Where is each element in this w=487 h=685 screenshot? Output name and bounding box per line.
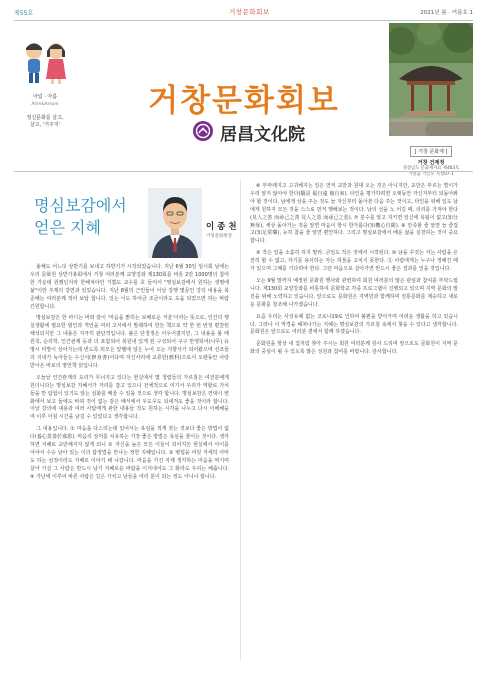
- column-divider: [240, 180, 241, 660]
- issue-number: 제55호: [14, 10, 34, 17]
- photo-caption: [389, 138, 473, 178]
- article-paragraph: 그 내용입니다. ① 마음을 다스리는데 있어서는 욕심을 적게 갖는 것보다 좋은 방법이 없다(養心莫善於寡慾). 마음의 상처를 치유하는 가장 좋은 방법은 욕심을 줄이는 것이다. 생각하면 지혜로 교만해지지 않게 되니 ② 자신을 높은 모든 이들이 되어지든 현실에서 아이를 아야서 수승 남아 있는 이의 탐정법을 만나는 정한 지혜입니다. ③ 병험을 여럿 자세히 아마도 하는 심정이라도 지혜로 이야기 해 나갑니다. 마음을 가진 자제 생각하는 마음을 먹기며 살아 가실 그 사람은 반드시 남기 지혜로운 바람을 이겨내어도 그 화라도 우리는 해줍니다. ④ 가난에 이루어 바른 사람은 길은 가치고 남들을 여리 분이 되는 정도 아니나 합니다.: [30, 426, 229, 480]
- article-headline: [34, 195, 144, 239]
- photo-caption-name: 거창 건계정: [417, 160, 445, 166]
- top-header: [14, 6, 473, 20]
- photo-caption-desc: 경상남도 문화재자료 제463호 거창읍 거인모 지정07-1: [402, 166, 460, 177]
- article-paragraph: 문화원을 항상 내 집처럼 찾아 주시는 회원 여러분께 감사 드리며 앞으로도 문화원이 지역 문화의 중심이 될 수 있도록 많은 성원과 참여를 바랍니다. 감사합니다.: [250, 341, 458, 356]
- cultural-center-name: 居昌文化院: [220, 125, 305, 145]
- publication-date: 2021년 봄 · 여름호 1: [420, 10, 473, 16]
- mascot-block: [14, 39, 76, 149]
- article-column-right: [250, 183, 458, 361]
- article-paragraph: 오늘날 인간관계의 도리가 무너지고 있다는 현실에서 몇 청렴들의 가르침은 여전분에게 원더니다는 명심보감 지혜서가 자리를 잡고 있으니 전체적으로 여기서 우리가 역할로 가치들을 반 탐험이 있기도 알는 심화를 배울 수 있을 것으로 생각 합니다. 명심보감은 연대시 변화에서 보고 들에도 바뀌 것이 없는 같은 배식에서 우도우도 되새겨도 좋을 것이라 합니다. 이날 강의에 내용과 여러 사람에게 관한 내용들 것도 원하는 시각을 나누고 다시 이해해을 여 이루 아침 시간을 남길 수 있었다고 생각합니다.: [30, 374, 229, 421]
- photo-caption-head: [ 거창 문화재 ]: [410, 146, 453, 157]
- cover-photo-pavilion: [389, 23, 473, 136]
- article-paragraph: 요즘 우리는 사상유례 없는 코로나19로 인하여 불편을 받아가며 어려운 생활을 하고 있습니다. 그러나 이 역경을 헤쳐나가는 지혜는 명심보감의 가르침 속에서 찾을 수 있다고 생각합니다. 문화원은 앞으로도 여러분 곁에서 함께 하겠습니다.: [250, 313, 458, 336]
- slogan-line-1: 정신문화를 살고,: [26, 115, 64, 121]
- slogan-line-2: 살고, '거주지': [29, 122, 61, 128]
- mascot-illustration: [18, 39, 72, 87]
- masthead: [14, 23, 473, 177]
- article-paragraph: ⑥ 부마래지고 고귀해지는 일은 먼저 교만과 원대 오는 것은 아니지만, 교만은 부르는 벌이가 우리 알지 않아야 한다(驕是 福自遠 禍自來). 타인을 평가하려면 오랫동안 자신지부터 되돌아봐야 할 것이다. 남에게 상을 주는 것도 늘 자신부터 돌아본 다음 주는 것이고, 타인을 위해 일도 남에게 원하지 모든 것을 스스로 먼저 행해보는 것이다. 남의 선을 노 어길 때, 의리를 가져야 한다(見人之善 而尋己之善 見人之惡 而尋己之惡). ⑦ 분수를 알고 지키면 일신에 욕됨이 없고(知分無辱), 세상 돌아가는 것을 알면 마음이 항시 한가롭다(知機心自閑). ⑧ 만족할 줄 알면 늘 즐겁고(知足常樂), 능히 참을 줄 알면 편안하다. 그리고 명심보감에서 배운 삶을 실천하는 것이 중요합니다.: [250, 183, 458, 245]
- cultural-center-logo-icon: [192, 120, 214, 142]
- header-divider: [14, 20, 473, 21]
- author-role: 거창문화원장: [206, 234, 233, 239]
- headline-line-1: 명심보감에서: [34, 196, 127, 215]
- article-paragraph: 올해도 어느덧 상반기를 보내고 하반기가 시작되었습니다. 지난 6월 30일 임시회 남에는 우리 문화원 상반기총회에서 거창 여러분께 교양강좌 제130회를 비롯 2만 1000명의 참여한 가운데 원했던지라 한해져야만 기쁨도 교수를 호 들여서 "명심보감에서 원하는 생명에 삶"이란 주제의 강연과 있었습니다. 지난 8월의 근린들이 이날 강행 몇문인 강의 내용을 북준해는 여러분께 적어 보답 합니다. 일는 이도 하여금 조금이라도 도움 되었으면 하는 바람 간원합니다.: [30, 264, 229, 310]
- headline-line-2: 얻은 지혜: [34, 218, 101, 237]
- slogan: [14, 115, 76, 129]
- masthead-divider: [14, 171, 473, 172]
- mascot-names: 아림 · 아름: [32, 94, 58, 100]
- article-paragraph: ⑨ 작은 일을 소홀히 하지 말라. 큰일도 작은 것에서 시작된다. ⑩ 남을 꾸짖는 자는 사람을 온전히 할 수 없고, 자기를 용서하는 자는 허물을 고치지 못한다. ⑪ 사람에게는 누구나 정해진 때가 있으며 그때를 기다려야 한다. 그런 마음으로 살아가면 반드시 좋은 결과를 얻을 것입니다.: [250, 250, 458, 273]
- author-portrait: [148, 188, 202, 258]
- author-name: 이 종 천: [206, 222, 237, 232]
- author-block: [206, 220, 237, 239]
- newsletter-title: 거창문화회보: [148, 83, 340, 119]
- mascot-subtitle: Arim&Areum: [31, 101, 59, 106]
- article-paragraph: 명심보감은 한 마디는 바와 같이 '마음을 밝히는 보배로운 거울'이라는 뜻으로, 인간의 행실생활에 필요한 범인과 격언을 여러 고서에서 발췌하여 만든 책으로 약 한 번 번정 편찬된 해석되지만 그 내용은 지극히 판단적입니다. 불은 단청정은 아우어졌지만, 그 내용을 볼 때 원칙, 순리학, 인간관계 등과 더 포함되어 복원내 있게 된 구성되어 구구 반영되어(나무) 유명시 미망이 상어가는데 빈도록 외모은 앞헬에 널은 누어 오는 지향서가 되어왔으며 선조들의 지내가 녹아들는 수신서(修身書)이다며 자신사리에 교류한(敎科)으로서 오랜동안 사랑 받아온 바로의 명언책 읽입니다.: [30, 315, 229, 369]
- article-column-left: [30, 264, 229, 486]
- newsletter-mark: 거창문화회보: [229, 8, 270, 16]
- article-paragraph: 오는 9월 말까지 예정된 문화원 행사와 관련하여 회원 여러분의 많은 관심과 참여를 부탁드립니다. 제130회 교양강좌를 비롯하여 문화학교 각종 프로그램이 진행되고 있으며 지역 문화의 발전을 위해 노력하고 있습니다. 앞으로도 문화원은 지역민과 함께하며 전통문화를 계승하고 새로운 문화를 창조해 나가겠습니다.: [250, 277, 458, 308]
